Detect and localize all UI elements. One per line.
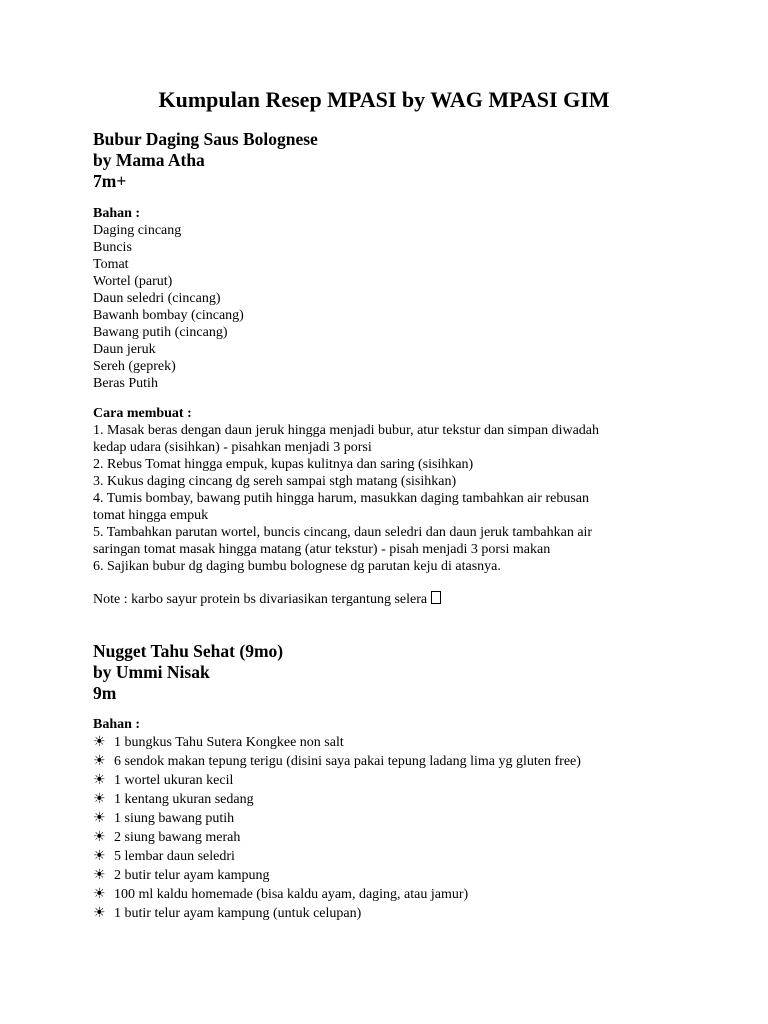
sun-icon: ☀	[93, 791, 106, 807]
list-item	[93, 847, 693, 866]
list-item	[93, 752, 693, 771]
ingredient-text: 6 sendok makan tepung terigu (disini saya pakai tepung ladang lima yg gluten free)	[114, 754, 581, 769]
step-line: 5. Tambahkan parutan wortel, buncis cincang, daun seledri dan daun jeruk tambahkan air	[93, 525, 593, 540]
recipe-1-ingredients	[93, 205, 693, 392]
ingredient-text: 1 bungkus Tahu Sutera Kongkee non salt	[114, 735, 344, 750]
step-line: 3. Kukus daging cincang dg sereh sampai stgh matang (sisihkan)	[93, 474, 457, 489]
ingredient-item: Buncis	[93, 240, 132, 255]
ingredient-text: 1 siung bawang putih	[114, 811, 235, 826]
ingredient-item: Daun jeruk	[93, 342, 156, 357]
recipe-1-header	[93, 129, 693, 192]
ingredient-text: 5 lembar daun seledri	[114, 849, 235, 864]
recipe-1-steps	[93, 405, 693, 575]
recipe-1-note-text: Note : karbo sayur protein bs divariasikan tergantung selera	[93, 592, 428, 607]
recipe-2-ingredients	[93, 716, 693, 923]
ingredient-text: 1 wortel ukuran kecil	[114, 773, 234, 788]
sun-icon: ☀	[93, 905, 106, 921]
step-line: tomat hingga empuk	[93, 508, 209, 523]
ingredient-item: Sereh (geprek)	[93, 359, 176, 374]
ingredient-item: Bawang putih (cincang)	[93, 325, 228, 340]
sun-icon: ☀	[93, 772, 106, 788]
list-item	[93, 904, 693, 923]
step-line: 4. Tumis bombay, bawang putih hingga harum, masukkan daging tambahkan air rebusan	[93, 491, 590, 506]
list-item	[93, 809, 693, 828]
step-line: 6. Sajikan bubur dg daging bumbu bolognese dg parutan keju di atasnya.	[93, 559, 501, 574]
ingredient-item: Bawanh bombay (cincang)	[93, 308, 244, 323]
sun-icon: ☀	[93, 848, 106, 864]
recipe-1-author: by Mama Atha	[93, 150, 205, 170]
ingredient-item: Tomat	[93, 257, 129, 272]
list-item	[93, 771, 693, 790]
recipe-2-author: by Ummi Nisak	[93, 662, 210, 682]
list-item	[93, 885, 693, 904]
sun-icon: ☀	[93, 829, 106, 845]
sun-icon: ☀	[93, 810, 106, 826]
document-title: Kumpulan Resep MPASI by WAG MPASI GIM	[158, 87, 610, 112]
ingredient-item: Wortel (parut)	[93, 274, 173, 289]
list-item	[93, 733, 693, 752]
recipe-2-name: Nugget Tahu Sehat (9mo)	[93, 641, 284, 661]
recipe-1-age: 7m+	[93, 171, 127, 191]
sun-icon: ☀	[93, 886, 106, 902]
recipe-1-ingredients-label: Bahan :	[93, 206, 141, 221]
ingredient-text: 100 ml kaldu homemade (bisa kaldu ayam, daging, atau jamur)	[114, 887, 469, 902]
sun-icon: ☀	[93, 753, 106, 769]
list-item	[93, 790, 693, 809]
recipe-1-steps-label: Cara membuat :	[93, 406, 192, 421]
list-item	[93, 828, 693, 847]
sun-icon: ☀	[93, 867, 106, 883]
recipe-1-note	[93, 591, 693, 608]
list-item	[93, 866, 693, 885]
ingredient-text: 2 siung bawang merah	[114, 830, 241, 845]
recipe-1-ingredient-list	[93, 222, 693, 392]
recipe-2-ingredient-list	[93, 733, 693, 923]
step-line: kedap udara (sisihkan) - pisahkan menjadi 3 porsi	[93, 440, 372, 455]
step-line: saringan tomat masak hingga matang (atur tekstur) - pisah menjadi 3 porsi makan	[93, 542, 551, 557]
recipe-2-header	[93, 641, 693, 704]
step-line: 1. Masak beras dengan daun jeruk hingga menjadi bubur, atur tekstur dan simpan diwadah	[93, 423, 600, 438]
ingredient-text: 1 butir telur ayam kampung (untuk celupan)	[114, 906, 362, 921]
recipe-1-name: Bubur Daging Saus Bolognese	[93, 129, 318, 149]
ingredient-item: Daun seledri (cincang)	[93, 291, 221, 306]
step-line: 2. Rebus Tomat hingga empuk, kupas kulitnya dan saring (sisihkan)	[93, 457, 474, 472]
recipe-2-age: 9m	[93, 683, 117, 703]
ingredient-item: Beras Putih	[93, 376, 158, 391]
recipe-2-ingredients-label: Bahan :	[93, 717, 141, 732]
ingredient-item: Daging cincang	[93, 223, 182, 238]
ingredient-text: 2 butir telur ayam kampung	[114, 868, 270, 883]
missing-glyph-icon	[431, 591, 441, 604]
sun-icon: ☀	[93, 734, 106, 750]
ingredient-text: 1 kentang ukuran sedang	[114, 792, 254, 807]
